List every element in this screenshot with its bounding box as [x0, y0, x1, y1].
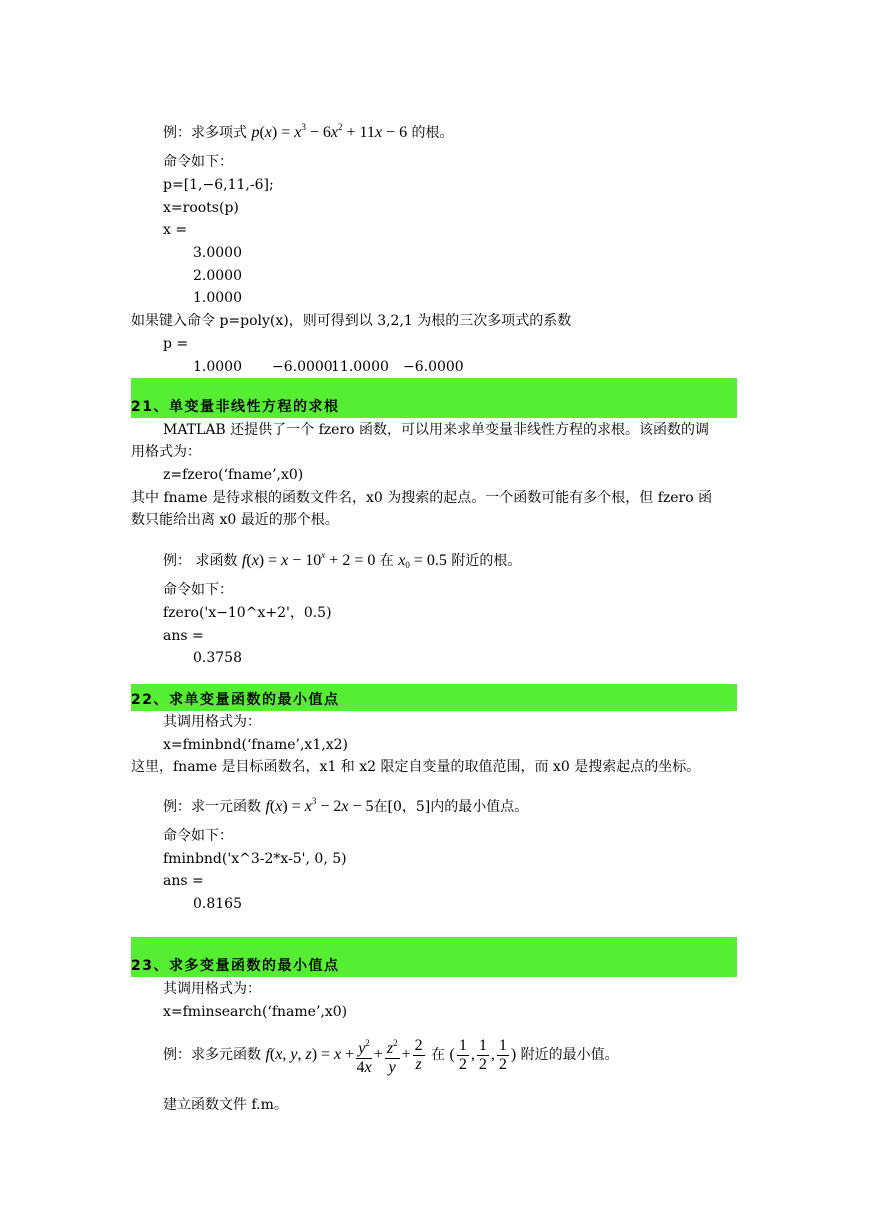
coefficient: −6.0000: [403, 359, 464, 375]
code-line: x=roots(p): [163, 200, 239, 216]
example-label: 例: [163, 553, 177, 569]
command-intro: 命令如下：: [163, 154, 233, 170]
start-point-formula: $x_0 = 0.5$: [398, 552, 447, 570]
coefficient: 1.0000: [193, 359, 242, 375]
example-fminbnd: 例：求一元函数 $f(x) = x^3 - 2x - 5$在[0，5]内的最小值点。: [163, 796, 529, 815]
file-note: 建立函数文件 f.m。: [163, 1097, 288, 1113]
ans-label: ans =: [163, 628, 204, 644]
syntax-intro: 其调用格式为：: [163, 714, 261, 730]
example-label: 例: [163, 799, 177, 815]
example-label: 例: [163, 1047, 177, 1064]
example-fzero: 例： 求函数 $f(x) = x - 10^x + 2 = 0$ 在 $x_0 = 0.5$ 附近的根。: [163, 550, 522, 570]
example-label: 例: [163, 125, 177, 141]
coefficient: 11.0000: [331, 359, 389, 375]
command-intro: 命令如下：: [163, 828, 233, 844]
example-fminsearch: 例：求多元函数 f(x, y, z) = x + $\frac{y^2}{4x}$ + $\frac{z^2}{y}$ + $\frac{2}{z}$ 在 ( $\frac{1}{2}$ , $\frac{1}{2}$ , $\frac{1}{2}$ ) 附近的最小值。: [163, 1034, 619, 1077]
multivariate-function-formula: f(x, y, z) = x + $\frac{y^2}{4x}$ + $\frac{z^2}{y}$ + $\frac{2}{z}$: [265, 1046, 426, 1063]
syntax-intro: 其调用格式为：: [163, 981, 261, 997]
section-21-description: 其中 fname 是待求根的函数文件名，x0 为搜索的起点。一个函数可能有多个根，但 fzero 函 数只能给出离 x0 最近的那个根。: [131, 490, 713, 528]
fzero-function-formula: $f(x) = x - 10^x + 2 = 0$: [241, 550, 376, 569]
coefficient: −6.0000: [272, 359, 333, 375]
code-line: p=[1,−6,11,-6];: [163, 177, 274, 193]
example-polynomial: 例：求多项式 $p(x) = x^3 - 6x^2 + 11x - 6$ 的根。: [163, 122, 454, 141]
section-heading-23: 23、求多变量函数的最小值点: [131, 937, 737, 977]
fminsearch-syntax: x=fminsearch(‘fname’,x0): [163, 1004, 348, 1020]
ans-value: 0.8165: [193, 896, 242, 912]
ans-value: 0.3758: [193, 650, 242, 666]
fminbnd-function-formula: $f(x) = x^3 - 2x - 5$: [265, 796, 374, 815]
root-value: 1.0000: [193, 290, 242, 306]
polynomial-formula: $p(x) = x^3 - 6x^2 + 11x - 6$: [251, 122, 408, 141]
fminbnd-syntax: x=fminbnd(‘fname’,x1,x2): [163, 737, 348, 753]
start-point-formula: ( $\frac{1}{2}$ , $\frac{1}{2}$ , $\frac{1}{2}$ ): [449, 1037, 517, 1073]
section-heading-22: 22、求单变量函数的最小值点: [131, 684, 737, 711]
command-intro: 命令如下：: [163, 582, 233, 598]
fzero-command: fzero('x−10^x+2'，0.5): [163, 605, 332, 621]
code-line: p =: [163, 336, 189, 352]
ans-label: ans =: [163, 873, 204, 889]
section-22-description: 这里，fname 是目标函数名，x1 和 x2 限定自变量的取值范围，而 x0 是搜索起点的坐标。: [131, 759, 701, 775]
code-line: x =: [163, 222, 188, 238]
fminbnd-command: fminbnd('x^3-2*x-5', 0, 5): [163, 851, 347, 867]
fzero-syntax: z=fzero(‘fname’,x0): [163, 467, 304, 483]
section-heading-21: 21、单变量非线性方程的求根: [131, 378, 737, 418]
root-value: 2.0000: [193, 268, 242, 284]
section-21-intro: MATLAB 还提供了一个 fzero 函数，可以用来求单变量非线性方程的求根。该函数的调 用格式为：: [131, 422, 710, 460]
root-value: 3.0000: [193, 245, 242, 261]
poly-note: 如果键入命令 p=poly(x)，则可得到以 3,2,1 为根的三次多项式的系数: [131, 313, 572, 329]
